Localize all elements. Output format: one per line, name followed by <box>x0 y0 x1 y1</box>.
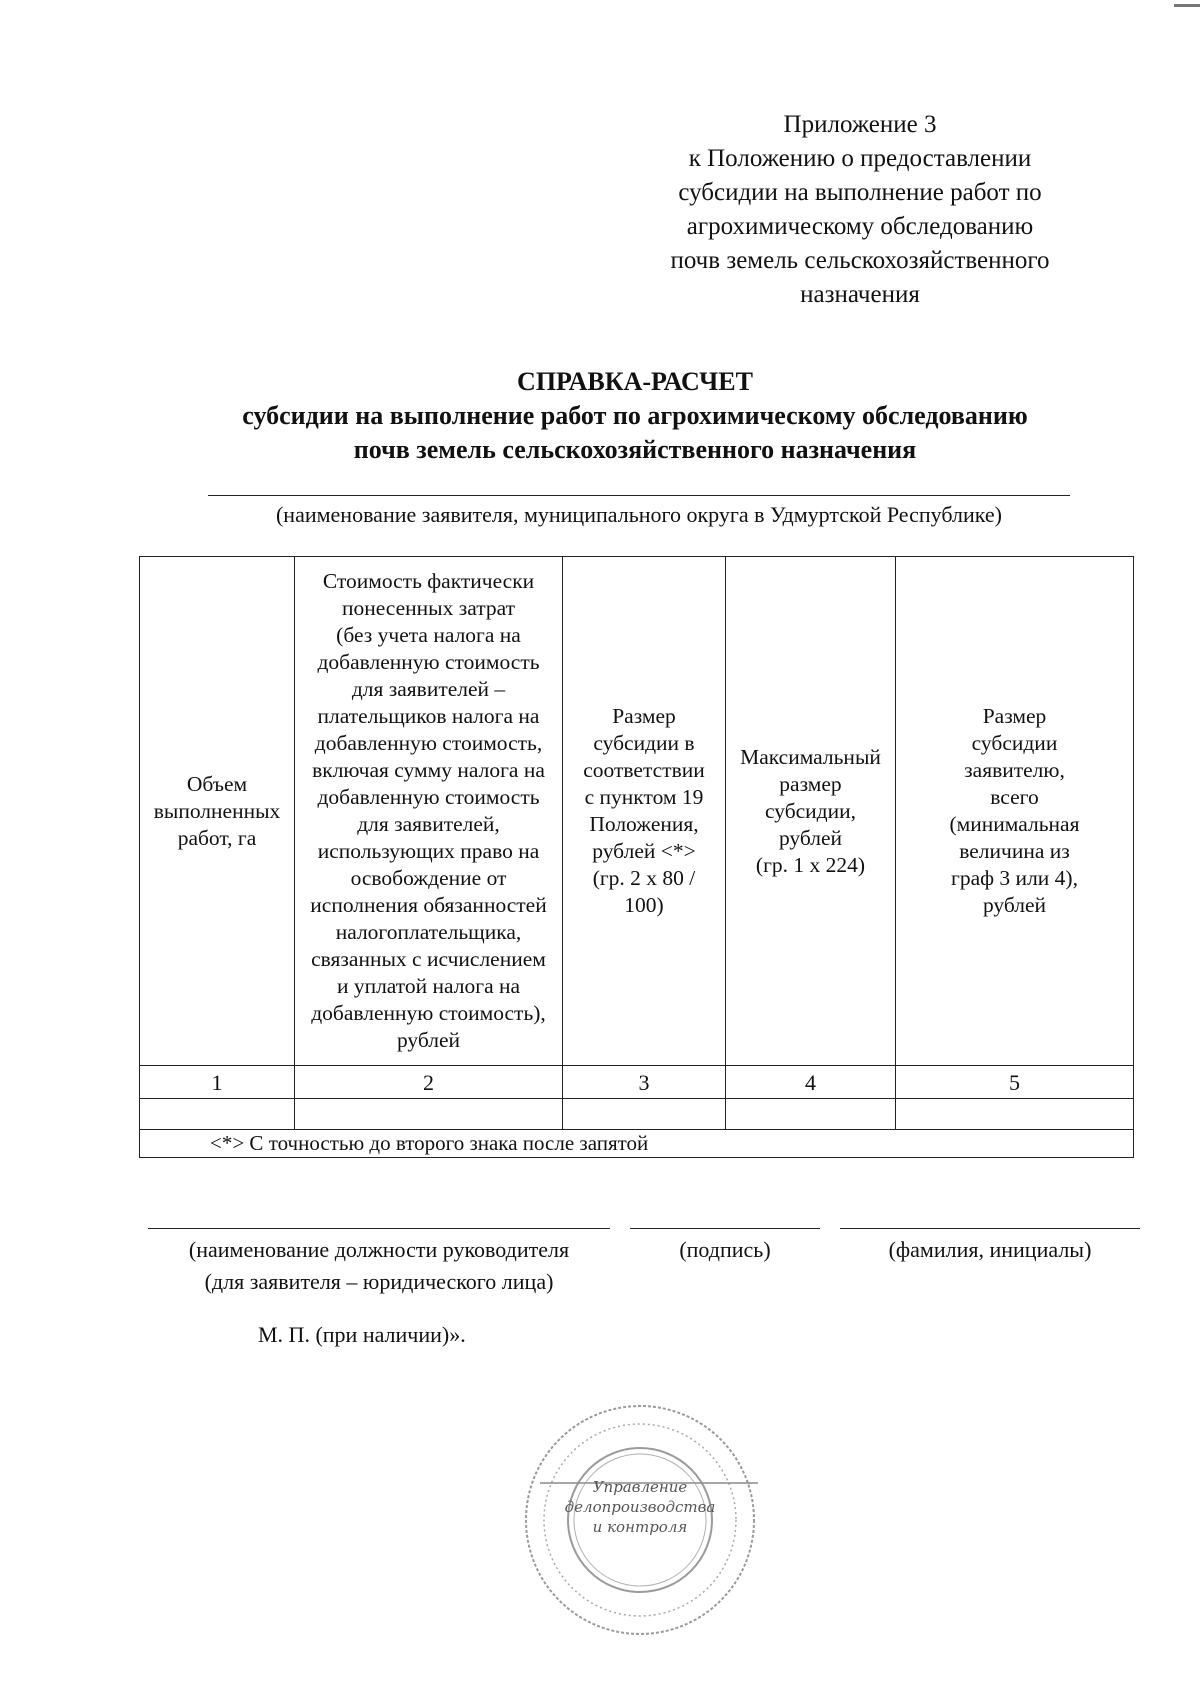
header-cell-volume <box>140 557 295 1066</box>
column-number: 1 <box>140 1066 295 1099</box>
header-line: рублей <box>396 1028 461 1052</box>
applicant-caption: (наименование заявителя, муниципального округа в Удмуртской Республике) <box>275 502 1002 527</box>
header-line: исполнения обязанностей <box>310 893 547 917</box>
appendix-line: к Положению о предоставлении <box>688 145 1032 172</box>
header-line: Стоимость фактически <box>322 569 535 593</box>
stamp-place-note: М. П. (при наличии)». <box>258 1322 466 1347</box>
header-line: и уплатой налога на <box>336 974 521 998</box>
header-line: (гр. 2 х 80 / <box>592 866 696 890</box>
appendix-line: агрохимическому обследованию <box>686 213 1034 240</box>
appendix-header <box>640 108 1080 312</box>
header-line: (без учета налога на <box>336 623 521 647</box>
header-line: понесенных затрат <box>341 596 516 620</box>
table-header-row <box>140 557 1134 1066</box>
header-line: добавленную стоимость <box>317 785 540 809</box>
header-cell-subsidy-size <box>563 557 726 1066</box>
name-caption: (фамилия, инициалы) <box>888 1237 1092 1262</box>
applicant-fill-line <box>208 495 1070 496</box>
footnote: <*> С точностью до второго знака после запятой <box>140 1130 1134 1158</box>
header-line: (минимальная <box>949 812 1080 836</box>
header-line: выполненных <box>153 798 281 823</box>
header-line: включая сумму налога на <box>312 758 545 782</box>
caption-line: (для заявителя – юридического лица) <box>204 1269 554 1294</box>
header-line: Размер <box>982 704 1047 728</box>
document-title <box>130 365 1140 467</box>
header-line: налогоплательщика, <box>335 920 522 944</box>
seal-line: Управление <box>592 1478 688 1496</box>
footnote-row <box>140 1130 1134 1158</box>
header-line: величина из <box>959 839 1070 863</box>
signature-fill-line <box>630 1228 820 1229</box>
header-line: работ, га <box>177 825 257 850</box>
table-cell[interactable] <box>726 1099 896 1130</box>
title-line: почв земель сельскохозяйственного назначения <box>353 435 917 464</box>
name-fill-line <box>840 1228 1140 1229</box>
column-number: 5 <box>896 1066 1134 1099</box>
header-line: 100) <box>624 893 664 917</box>
calculation-table <box>139 556 1134 1158</box>
header-cell-costs <box>295 557 563 1066</box>
header-line: заявителю, <box>964 758 1065 782</box>
header-line: рублей <box>778 825 843 850</box>
caption-line: (наименование должности руководителя <box>188 1237 570 1262</box>
table-cell[interactable] <box>295 1099 563 1130</box>
seal-line: и контроля <box>592 1518 688 1536</box>
column-number: 2 <box>295 1066 563 1099</box>
header-line: Максимальный <box>740 744 881 769</box>
position-fill-line <box>148 1228 610 1229</box>
header-cell-total-subsidy <box>896 557 1134 1066</box>
scan-corner-mark <box>1174 4 1200 7</box>
header-line: субсидии, <box>764 798 857 823</box>
column-number: 3 <box>563 1066 726 1099</box>
header-line: соответствии <box>583 758 705 782</box>
header-line: Объем <box>186 771 248 796</box>
header-line: субсидии <box>971 731 1058 755</box>
column-number-row <box>140 1066 1134 1099</box>
header-line: размер <box>779 771 842 796</box>
title-line: субсидии на выполнение работ по агрохимическому обследованию <box>242 401 1028 430</box>
header-line: освобождение от <box>350 866 507 890</box>
table-cell[interactable] <box>896 1099 1134 1130</box>
signature-caption: (подпись) <box>679 1237 771 1262</box>
header-line: (гр. 1 х 224) <box>755 852 866 877</box>
column-number: 4 <box>726 1066 896 1099</box>
header-line: с пунктом 19 <box>584 785 704 809</box>
appendix-line: Приложение 3 <box>783 111 937 138</box>
title-main: СПРАВКА-РАСЧЕТ <box>517 367 753 396</box>
header-line: использующих право на <box>317 839 540 863</box>
appendix-line: назначения <box>800 281 920 308</box>
seal-inscription <box>540 1477 740 1537</box>
appendix-line: почв земель сельскохозяйственного <box>670 247 1050 274</box>
header-line: добавленную стоимость, <box>314 731 543 755</box>
header-line: связанных с исчислением <box>311 947 546 971</box>
table-row <box>140 1099 1134 1130</box>
header-line: граф 3 или 4), <box>951 866 1078 890</box>
header-line: плательщиков налога на <box>317 704 540 728</box>
header-line: Положения, <box>589 812 699 836</box>
header-line: для заявителей, <box>357 812 500 836</box>
header-line: Размер <box>612 704 676 728</box>
table-cell[interactable] <box>140 1099 295 1130</box>
seal-line: делопроизводства <box>564 1498 716 1516</box>
header-cell-max-subsidy <box>726 557 896 1066</box>
header-line: для заявителей – <box>351 677 506 701</box>
header-line: всего <box>990 785 1039 809</box>
position-caption <box>148 1234 610 1298</box>
header-line: субсидии в <box>593 731 695 755</box>
header-line: рублей <*> <box>592 839 696 863</box>
table-cell[interactable] <box>563 1099 726 1130</box>
header-line: рублей <box>982 893 1047 917</box>
appendix-line: субсидии на выполнение работ по <box>678 179 1042 206</box>
header-line: добавленную стоимость), <box>311 1001 546 1025</box>
header-line: добавленную стоимость <box>317 650 540 674</box>
